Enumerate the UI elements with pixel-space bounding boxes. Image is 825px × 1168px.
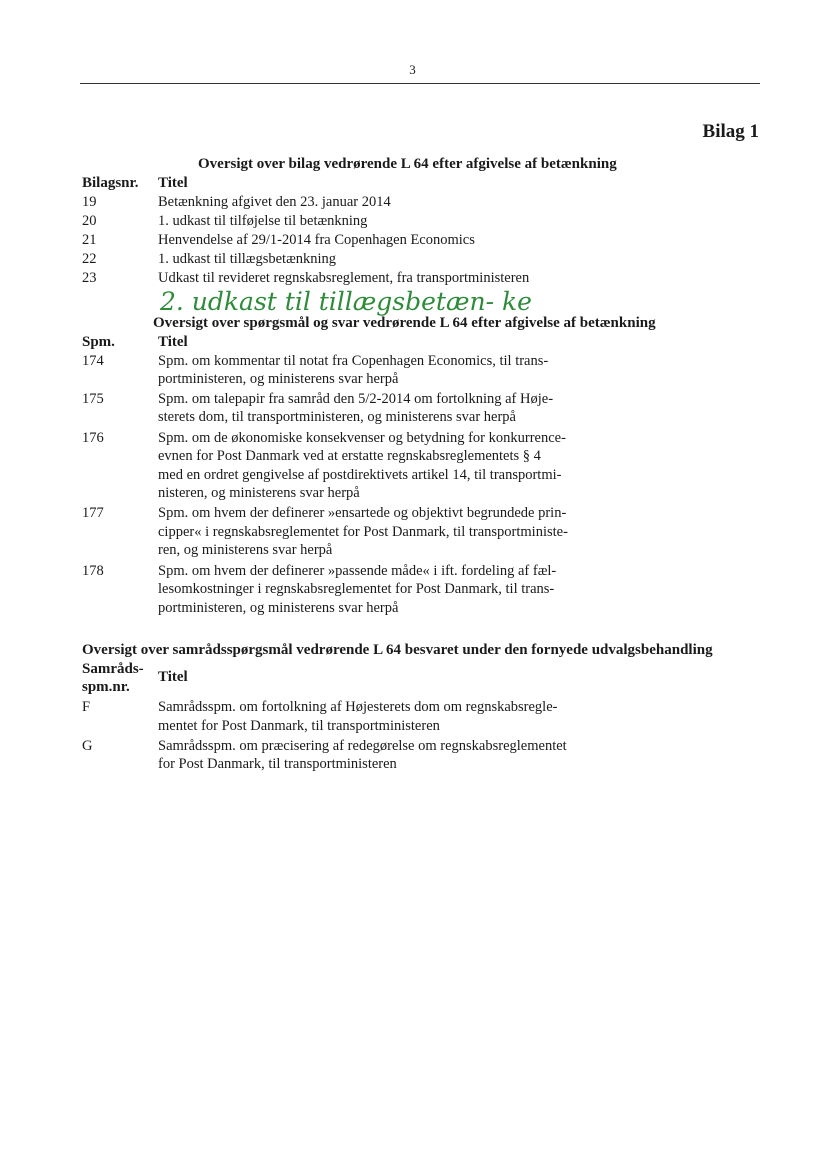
section2-row-title-line: Spm. om hvem der definerer »ensartede og objektivt begrundede prin- — [158, 505, 567, 521]
section1-col-num: Bilagsnr. — [82, 175, 139, 191]
section3-row-title-line: mentet for Post Danmark, til transportministeren — [158, 718, 440, 734]
section1-row-title: 1. udkast til tillægsbetænkning — [158, 251, 337, 267]
section2-row-title-line: sterets dom, til transportministeren, og ministerens svar herpå — [158, 409, 516, 425]
section1-row-title: Udkast til revideret regnskabsreglement, fra transportministeren — [158, 270, 530, 286]
section3-row-num: F — [82, 699, 91, 715]
section2-row-num: 175 — [82, 391, 104, 407]
section2-row-title-line: med en ordret gengivelse af postdirektivets artikel 14, til transportmi- — [158, 467, 562, 483]
annex-label: Bilag 1 — [702, 121, 759, 142]
section2-row-title-line: Spm. om kommentar til notat fra Copenhagen Economics, til trans- — [158, 353, 549, 369]
section2-row-title-line: cipper« i regnskabsreglementet for Post Danmark, til transportministe- — [158, 524, 568, 540]
section3-row-num: G — [82, 738, 93, 754]
section2-row-title-line: nisteren, og ministerens svar herpå — [158, 485, 360, 501]
section2-row-title-line: Spm. om de økonomiske konsekvenser og betydning for konkurrence- — [158, 430, 566, 446]
section2-row-title-line: Spm. om hvem der definerer »passende måde« i ift. fordeling af fæl- — [158, 563, 557, 579]
section2-col-num: Spm. — [82, 334, 115, 350]
section2-row-title-line: Spm. om talepapir fra samråd den 5/2-2014 om fortolkning af Høje- — [158, 391, 554, 407]
section3-col-num-line1: Samråds- — [82, 661, 144, 677]
section2-row-title-line: evnen for Post Danmark ved at erstatte regnskabsreglementets § 4 — [158, 448, 541, 464]
section1-row-num: 22 — [82, 251, 97, 267]
section2-row-num: 178 — [82, 563, 104, 579]
section1-row-title: Henvendelse af 29/1-2014 fra Copenhagen Economics — [158, 232, 475, 248]
section3-title: Oversigt over samrådsspørgsmål vedrørende L 64 besvaret under den fornyede udvalgsbehandling — [82, 642, 713, 658]
page-number: 3 — [409, 62, 416, 77]
section2-row-title-line: portministeren, og ministerens svar herpå — [158, 600, 399, 616]
section1-col-title: Titel — [158, 175, 188, 191]
section3-col-num-line2: spm.nr. — [82, 679, 130, 695]
section2-row-title-line: ren, og ministerens svar herpå — [158, 542, 333, 558]
section3-row-title-line: Samrådsspm. om præcisering af redegørelse om regnskabsreglementet — [158, 738, 567, 754]
section2-row-num: 176 — [82, 430, 104, 446]
section1-row-num: 20 — [82, 213, 97, 229]
section2-row-num: 177 — [82, 505, 104, 521]
section1-row-num: 21 — [82, 232, 97, 248]
section1-title: Oversigt over bilag vedrørende L 64 efter afgivelse af betænkning — [198, 156, 617, 172]
section1-row-title: 1. udkast til tilføjelse til betænkning — [158, 213, 368, 229]
section1-row-title: Betænkning afgivet den 23. januar 2014 — [158, 194, 391, 210]
section2-col-title: Titel — [158, 334, 188, 350]
section1-row-num: 23 — [82, 270, 97, 286]
section2-title: Oversigt over spørgsmål og svar vedrørende L 64 efter afgivelse af betænkning — [153, 315, 656, 331]
section3-row-title-line: Samrådsspm. om fortolkning af Højesterets dom om regnskabsregle- — [158, 699, 558, 715]
handwritten-note: 2. udkast til tillægsbetæn- ke — [160, 287, 532, 316]
section2-row-num: 174 — [82, 353, 104, 369]
header-rule — [80, 83, 760, 84]
section3-col-title: Titel — [158, 669, 188, 685]
section3-row-title-line: for Post Danmark, til transportministeren — [158, 756, 397, 772]
section2-row-title-line: portministeren, og ministerens svar herpå — [158, 371, 399, 387]
section1-row-num: 19 — [82, 194, 97, 210]
section2-row-title-line: lesomkostninger i regnskabsreglementet for Post Danmark, til trans- — [158, 581, 555, 597]
